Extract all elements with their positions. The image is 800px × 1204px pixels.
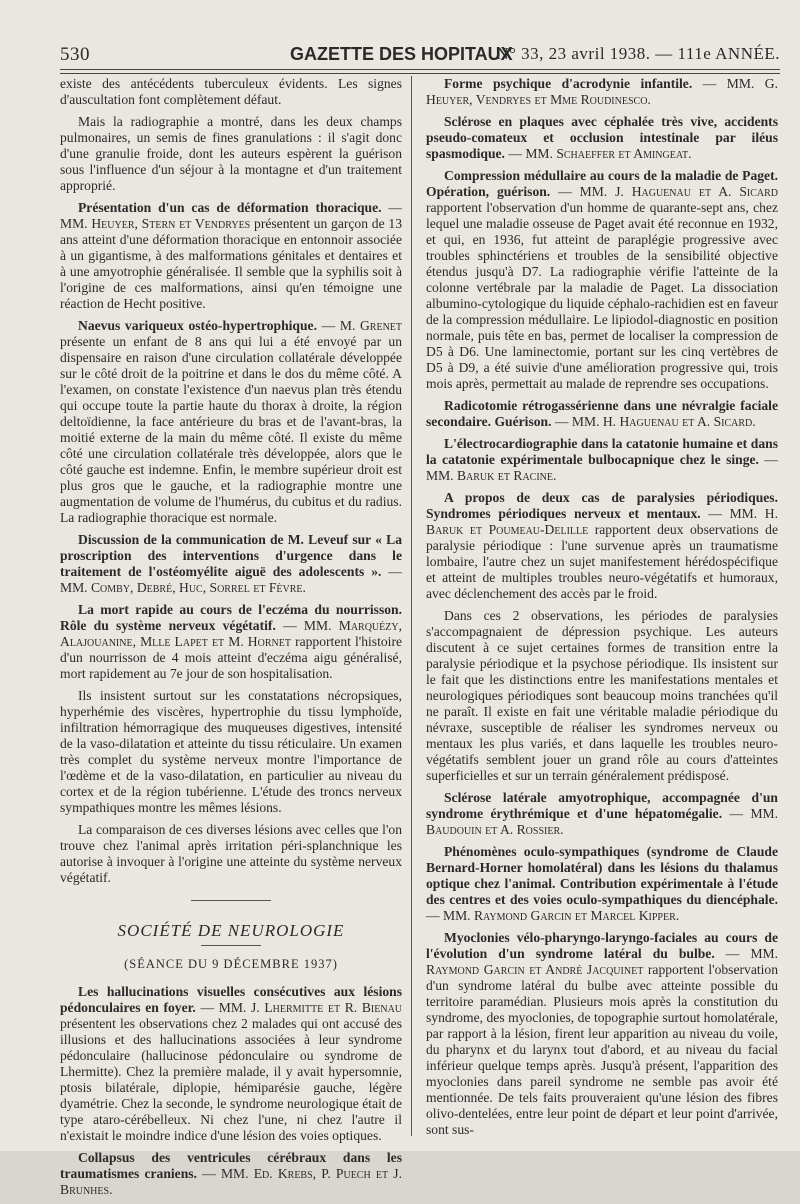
article-authors: MM. Schaeffer et Amingeat. (525, 146, 692, 161)
column-divider (411, 76, 412, 1136)
article-authors: MM. H. Baruk et Poumeau-Delille (426, 506, 778, 537)
paragraph: existe des antécédents tuberculeux évidents. Les signes d'auscultation font complètement défaut. (60, 76, 402, 107)
article-title: La mort rapide au cours de l'eczéma du nourrisson. Rôle du système nerveux végétatif. (60, 602, 402, 633)
article: Sclérose en plaques avec céphalée très vive, accidents pseudo-comateux et occlusion intestinale par iléus spasmodique. — MM. Schaeffer et Amingeat. (426, 114, 778, 161)
article-title: Radicotomie rétrogassérienne dans une névralgie faciale secondaire. Guérison. (426, 398, 778, 429)
section-divider (191, 900, 271, 901)
article: Les hallucinations visuelles consécutives aux lésions pédonculaires en foyer. — MM. J. Lhermitte et R. Bienau présentent les observations chez 2 malades qui ont accusé des illusions et des hallucinations associées à leur syndrome pédonculaire (hallucinose pédonculaire ou syndrome de Lhermitte). Chez la première malade, il y avait hypersomnie, ptosis bilatérale, diplopie, hémiparésie gauche, légère dyamétrie. Chez la seconde, le syndrome neurologique était de type ataro-cérébelleux. Ni chez l'une, ni chez l'autre il n'existait le moindre indice d'une lésion des voies optiques. (60, 984, 403, 1143)
article-title: L'électrocardiographie dans la catatonie humaine et dans la catatonie expérimentale bulbocapnique chez le singe. (426, 436, 778, 467)
article-title: Phénomènes oculo-sympathiques (syndrome de Claude Bernard-Horner homolatéral) dans les lésions du thalamus optique chez l'animal. Contribution expérimentale à l'étude des centres et des voies oculo-sympathiques du diencéphale. (426, 844, 778, 907)
article-title: Les hallucinations visuelles consécutives aux lésions pédonculaires en foyer. (60, 984, 402, 1015)
header-rule-2 (60, 73, 780, 74)
article-authors: MM. J. Lhermitte et R. Bienau (218, 1000, 403, 1015)
article-title: A propos de deux cas de paralysies périodiques. Syndromes périodiques nerveux et mentaux. (426, 490, 778, 521)
article: Discussion de la communication de M. Leveuf sur « La proscription des interventions d'urgence dans le traitement de l'ostéomyélite aiguë des adolescents ». — MM. Comby, Debré, Huc, Sorrel et Fèvre. (60, 532, 402, 595)
article-authors: MM. Comby, Debré, Huc, Sorrel et Fèvre. (60, 580, 306, 595)
article-authors: MM. Heuyer, Stern et Vendryes (60, 216, 251, 231)
session-date: (SÉANCE DU 9 DÉCEMBRE 1937) (124, 957, 338, 971)
article: Naevus variqueux ostéo-hypertrophique. — M. Grenet présente un enfant de 8 ans qui lui a été envoyé par un dispensaire en raison d'une circulation collatérale développée sur le côté droit de la poitrine et dans le dos du même côté. A l'examen, on constate l'existence d'un naevus plan très étendu qui occupe toute la partie haute du thorax à droite, la région deltoïdienne, la face antérieure du bras et de l'avant-bras, la moitié externe de la main du même côté. Il existe du même côté une circulation collatérale très développée, alors que le côté gauche est indemne. Enfin, le membre supérieur droit est plus gros que le gauche, et la radiographie montre une augmentation de volume de l'humérus, du cubitus et du radius. La radiographie thoracique est normale. (60, 318, 403, 525)
header-rule (60, 69, 780, 70)
article-body: rapportent deux observations de paralysie périodique : l'une survenue après un traumatisme lombaire, l'autre chez un sujet manifestement hérédospécifique et atteint de multiples troubles neuro-végétatifs et humoraux, avec déclenchement des accès par le froid. (426, 522, 778, 601)
article: A propos de deux cas de paralysies périodiques. Syndromes périodiques nerveux et mentaux. — MM. H. Baruk et Poumeau-Delille rapportent deux observations de paralysie périodique : l'une survenue après un traumatisme lombaire, l'autre chez un sujet manifestement hérédospécifique et atteint de multiples troubles neuro-végétatifs et humoraux, avec déclenchement des accès par le froid. (426, 490, 778, 601)
left-column (60, 76, 402, 1204)
article-title: Sclérose en plaques avec céphalée très vive, accidents pseudo-comateux et occlusion intestinale par iléus spasmodique. (426, 114, 778, 161)
society-title: SOCIÉTÉ DE NEUROLOGIE (117, 921, 345, 940)
article-body: présentent un garçon de 13 ans atteint d'une déformation thoracique en entonnoir associée à un gigantisme, à des malformations génitales et dentaires et à une amyotrophie généralisée. Il semble que la syphilis soit à l'origine de ces malformations, ainsi qu'en témoigne une réaction de Hecht positive. (60, 216, 402, 311)
article: Forme psychique d'acrodynie infantile. — MM. G. Heuyer, Vendryes et Mme Roudinesco. (426, 76, 779, 107)
paragraph: Dans ces 2 observations, les périodes de paralysies s'accompagnaient de dépression psychique. Les auteurs discutent à ce sujet certaines formes de transition entre la paralysie périodique et la psychose périodique. Ils insistent sur le fait que les distinctions entre les manifestations mentales et neurologiques périodiques sont beaucoup moins tranchées qu'il ne paraît. Il existe en fait une véritable maladie périodique du névraxe, susceptible de réaliser les syndromes nerveux ou mentaux les plus variés, et dans laquelle les troubles neuro-végétatifs semblent jouer un grand rôle au cours d'atteintes superficielles et sur un terrain généralement prédisposé. (426, 608, 778, 783)
paragraph: La comparaison de ces diverses lésions avec celles que l'on trouve chez l'animal après irritation péri-splanchnique les autorise à invoquer à l'origine une atteinte du système nerveux végétatif. (60, 822, 402, 885)
article: Collapsus des ventricules cérébraux dans les traumatismes craniens. — MM. Ed. Krebs, P. Puech et J. Brunhes. (60, 1150, 402, 1197)
article-authors: MM. J. Haguenau et A. Sicard (579, 184, 779, 199)
article-authors: MM. Ed. Krebs, P. Puech et J. Brunhes. (60, 1166, 402, 1197)
article-body: présente un enfant de 8 ans qui lui a été envoyé par un dispensaire en raison d'une circulation collatérale développée sur le côté droit de la poitrine et dans le dos du même côté. A l'examen, on constate l'existence d'un naevus plan très étendu qui occupe toute la partie haute du thorax à droite, la région deltoïdienne, la face antérieure du bras et de l'avant-bras, la moitié externe de la main du même côté. Il existe du même côté une circulation collatérale très développée, alors que le côté gauche est indemne. Enfin, le membre supérieur droit est plus gros que le gauche, et la radiographie montre une augmentation de volume de l'humérus, du cubitus et du radius. La radiographie thoracique est normale. (60, 334, 402, 525)
article-body: rapportent l'observation d'un homme de quarante-sept ans, chez lequel une maladie osseuse de Paget avait été reconnue en 1932, et qui, en 1936, fut atteint de paraplégie progressive avec troubles sphinctériens et troubles de la sensibilité objective étendus jusqu'à D7. La radiographie vérifie l'atteinte de la colonne vertébrale par la maladie de Paget. La dissociation albumino-cytologique du liquide céphalo-rachidien est en faveur de la compression médullaire. Le lipiodol-diagnostic en position normale, puis tête en bas, permet de localiser la compression de D5 à D6. Une laminectomie, portant sur les cinq vertèbres de D5 à D9, a été suivie d'une amélioration progressive qui, trois mois après, permettait au malade de reprendre ses occupations. (426, 200, 778, 391)
article-body: présentent les observations chez 2 malades qui ont accusé des illusions et des hallucinations associées à leur syndrome pédonculaire (hallucinose pédonculaire ou syndrome de Lhermitte). Chez la première malade, il y avait hypersomnie, ptosis bilatérale, diplopie, hémiparésie gauche, légère dyamétrie. Chez la seconde, le syndrome neurologique était de type ataro-cérébelleux. Ni chez l'une, ni chez l'autre il n'existait le moindre indice d'une lésion des voies optiques. (60, 1016, 402, 1143)
article: La mort rapide au cours de l'eczéma du nourrisson. Rôle du système nerveux végétatif. — MM. Marquézy, Alajouanine, Mlle Lapet et M. Hornet rapportent l'histoire d'un nourrisson de 4 mois atteint d'eczéma aigu généralisé, mort rapidement au 7e jour de son hospitalisation. (60, 602, 403, 681)
article-authors: MM. H. Haguenau et A. Sicard. (571, 414, 756, 429)
page-number: 530 (60, 44, 90, 65)
article: Myoclonies vélo-pharyngo-laryngo-faciales au cours de l'évolution d'un syndrome latéral du bulbe. — MM. Raymond Garcin et André Jacquinet rapportent l'observation d'un syndrome latéral du bulbe avec atteinte possible du territoire paramédian. Plusieurs mois après la constitution du syndrome, des myoclonies, de topographie surtout homolatérale, par rapport à la lésion, firent leur apparition au niveau du voile, du pharynx et du larynx tout d'abord, et au niveau du facial inférieur quelque temps après. Jusqu'à présent, l'apparition des myoclonies dans pareil syndrome ne semble pas avoir été mentionnée. De tels faits prouveraient qu'une lésion des fibres olivo-dentelées, entre leur point de départ et leur point d'arrivée, sont sus- (426, 930, 779, 1137)
paragraph: Mais la radiographie a montré, dans les deux champs pulmonaires, un semis de fines granulations : il s'agit donc d'une granulie froide, dont les auteurs espèrent la guérison sous l'influence d'un séjour à la montagne et d'un traitement approprié. (60, 114, 402, 193)
article-authors: MM. Baudouin et A. Rossier. (426, 806, 779, 837)
article-authors: M. Grenet (339, 318, 403, 333)
article: Radicotomie rétrogassérienne dans une névralgie faciale secondaire. Guérison. — MM. H. Haguenau et A. Sicard. (426, 398, 778, 429)
article: Phénomènes oculo-sympathiques (syndrome de Claude Bernard-Horner homolatéral) dans les lésions du thalamus optique chez l'animal. Contribution expérimentale à l'étude des centres et des voies oculo-sympathiques du diencéphale. — MM. Raymond Garcin et Marcel Kipper. (426, 844, 778, 923)
journal-title: GAZETTE DES HOPITAUX (290, 44, 513, 64)
article-title: Discussion de la communication de M. Leveuf sur « La proscription des interventions d'urgence dans le traitement de l'ostéomyélite aiguë des adolescents ». (60, 532, 402, 579)
article-title: Présentation d'un cas de déformation thoracique. (78, 200, 382, 215)
article-body: rapportent l'histoire d'un nourrisson de 4 mois atteint d'eczéma aigu généralisé, mort rapidement au 7e jour de son hospitalisation. (60, 634, 403, 681)
article-title: Sclérose latérale amyotrophique, accompagnée d'un syndrome érythrémique et d'une hépatomégalie. (426, 790, 778, 821)
paragraph: Ils insistent surtout sur les constatations nécropsiques, hyperhémie des viscères, hypertrophie du tissu lymphoïde, infiltration hémorragique des muqueuses digestives, intensité de la vaso-dilatation et atteinte du tissu réticulaire. Un examen très complet du système nerveux montre l'importance de l'œdème et de la vaso-dilatation, en particulier au niveau du cortex et de la région tubérienne. L'étude des troncs nerveux sympathiques montre les mêmes lésions. (60, 688, 402, 815)
article-title: Myoclonies vélo-pharyngo-laryngo-faciales au cours de l'évolution d'un syndrome latéral du bulbe. (426, 930, 778, 961)
article: L'électrocardiographie dans la catatonie humaine et dans la catatonie expérimentale bulbocapnique chez le singe. — MM. Baruk et Racine. (426, 436, 778, 483)
issue-info: N° 33, 23 avril 1938. — 111e ANNÉE. (496, 44, 780, 63)
article-body: rapportent l'observation d'un syndrome latéral du bulbe avec atteinte possible du territoire paramédian. Plusieurs mois après la constitution du syndrome, des myoclonies, de topographie surtout homolatérale, par rapport à la lésion, firent leur apparition au niveau du voile, du pharynx et du larynx tout d'abord, et au niveau du facial inférieur quelque temps après. Jusqu'à présent, l'apparition des myoclonies dans pareil syndrome ne semble pas avoir été mentionnée. De tels faits prouveraient qu'une lésion des fibres olivo-dentelées, entre leur point de départ et leur point d'arrivée, sont sus- (426, 962, 778, 1137)
article-authors: MM. Baruk et Racine. (426, 468, 557, 483)
article-authors: MM. Raymond Garcin et André Jacquinet (426, 946, 779, 977)
article-authors: MM. Marquézy, Alajouanine, Mlle Lapet et M. Hornet (60, 618, 402, 649)
article-title: Forme psychique d'acrodynie infantile. (444, 76, 693, 91)
article-title: Compression médullaire au cours de la maladie de Paget. Opération, guérison. (426, 168, 778, 199)
article-title: Naevus variqueux ostéo-hypertrophique. (78, 318, 317, 333)
article-authors: MM. Raymond Garcin et Marcel Kipper. (443, 908, 680, 923)
article: Présentation d'un cas de déformation thoracique. — MM. Heuyer, Stern et Vendryes présentent un garçon de 13 ans atteint d'une déformation thoracique en entonnoir associée à un gigantisme, à des malformations génitales et dentaires et à une amyotrophie généralisée. Il semble que la syphilis soit à l'origine de ces malformations, ainsi qu'en témoigne une réaction de Hecht positive. (60, 200, 402, 311)
article-authors: MM. G. Heuyer, Vendryes et Mme Roudinesco. (426, 76, 779, 107)
page-header (60, 44, 780, 66)
article: Compression médullaire au cours de la maladie de Paget. Opération, guérison. — MM. J. Haguenau et A. Sicard rapportent l'observation d'un homme de quarante-sept ans, chez lequel une maladie osseuse de Paget avait été reconnue en 1932, et qui, en 1936, fut atteint de paraplégie progressive avec troubles sphinctériens et troubles de la sensibilité objective étendus jusqu'à D7. La radiographie vérifie l'atteinte de la colonne vertébrale par la maladie de Paget. La dissociation albumino-cytologique du liquide céphalo-rachidien est en faveur de la compression médullaire. Le lipiodol-diagnostic en position normale, puis tête en bas, permet de localiser la compression de D5 à D6. Une laminectomie, portant sur les cinq vertèbres de D5 à D9, a été suivie d'une amélioration progressive qui, trois mois après, permettait au malade de reprendre ses occupations. (426, 168, 779, 391)
article: Sclérose latérale amyotrophique, accompagnée d'un syndrome érythrémique et d'une hépatomégalie. — MM. Baudouin et A. Rossier. (426, 790, 779, 837)
right-column (426, 76, 778, 1144)
society-rule (201, 945, 261, 946)
article-title: Collapsus des ventricules cérébraux dans les traumatismes craniens. (60, 1150, 402, 1181)
